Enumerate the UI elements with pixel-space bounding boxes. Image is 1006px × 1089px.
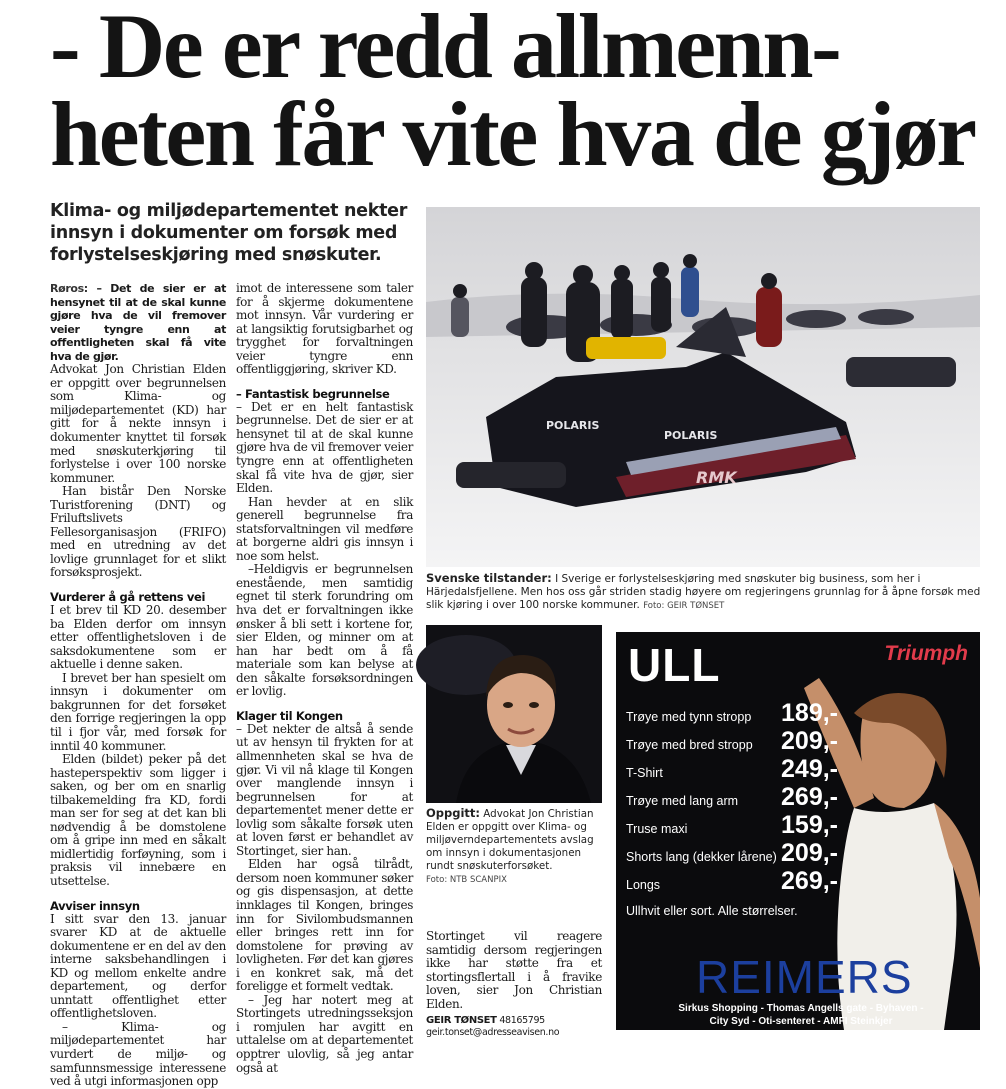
product-price: 269,- (781, 867, 838, 895)
snowmobile-photo (426, 207, 980, 567)
body-paragraph: Han hevder at en slik generell begrunnelse fra statsforvaltningen vil medføre at borgerne aldri gis innsyn i noe som helst. (236, 494, 413, 563)
photo-caption-1 (426, 572, 982, 613)
store-addresses (636, 1002, 966, 1028)
lead-paragraph (50, 282, 226, 363)
headline-line-1: - De er redd allmenn- (50, 0, 840, 97)
store-logo: REIMERS (696, 951, 913, 1003)
article-column-3 (426, 930, 602, 1039)
headline-line-2: heten får vite hva de gjør (50, 83, 975, 185)
product-price: 189,- (781, 699, 838, 727)
portrait-illustration (426, 625, 602, 803)
body-paragraph: Elden har også tilrådt, dersom noen kommuner søker og gis dispensasjon, at dette innklages til Kongen, bringes inn for Sivilombudsmannen eller bringes rett inn for domstolene for prøving av lovligheten. Før det kan gjøres i en konkret sak, må det foreligge et formelt vedtak. (236, 857, 413, 994)
byline-email: geir.tonset@adresseavisen.no (426, 1027, 560, 1039)
ad-price-row (626, 782, 838, 810)
brand-text-2: POLARIS (664, 429, 718, 442)
product-name: Shorts lang (dekker lårene) (626, 850, 777, 864)
caption-lead: Svenske tilstander: (426, 571, 552, 585)
body-paragraph: Elden (bildet) peker på det hasteperspektiv som ligger i saken, og ber om en snarlig tilbakemelding fra KD, fordi man ser for seg at det kan bli nødvendig å be domstolene om å gripe inn med en såkalt midlertidig forføyning, som i praksis vil innebære en utsettelse. (50, 752, 226, 888)
ad-price-row (626, 810, 838, 838)
photo-caption-2 (426, 807, 602, 887)
photo-credit: Foto: GEIR TØNSET (643, 601, 725, 611)
product-price: 209,- (781, 727, 838, 755)
caption-lead: Oppgitt: (426, 806, 481, 820)
product-price: 249,- (781, 755, 838, 783)
ad-price-row (626, 698, 838, 726)
body-paragraph: –Heldigvis er begrunnelsen enestående, men samtidig egnet til sterk forundring om hva det er forvaltningen ikke ønsker å bli sett i kortene for, sier Elden, og minner om at han har bedt om å få materiale som kan belyse at den såkalte forsøksordningen er lovlig. (236, 562, 413, 699)
body-paragraph: Han bistår Den Norske Turistforening (DNT) og Friluftslivets Fellesorganisasjon (FRIFO) med en utredning av det lovlige grunnlaget for et slikt forsøksprosjekt. (50, 484, 226, 580)
body-paragraph: imot de interessene som taler for å skjerme dokumentene mot innsyn. Vår vurdering er at langsiktig forutsigbarhet og trygghet for forvaltningen veier tyngre enn offentliggjøring, skriver KD. (236, 281, 413, 377)
model-text: RMK (696, 468, 737, 487)
product-name: Truse maxi (626, 822, 688, 836)
subheading: Klager til Kongen (236, 708, 343, 723)
product-price: 159,- (781, 811, 838, 839)
byline-phone: 48165795 (499, 1015, 545, 1027)
ad-price-row (626, 866, 838, 894)
body-paragraph: I brevet ber han spesielt om innsyn i dokumenter om bakgrunnen for det forsøket den forrige regjeringen la opp til i fjor vår, med forsøk for inntil 40 kommuner. (50, 670, 226, 753)
subheading: Avviser innsyn (50, 898, 140, 913)
subheading: – Fantastisk begrunnelse (236, 386, 390, 401)
body-paragraph: – Klima- og miljødepartementet har vurdert de miljø- og samfunnsmessige interessene ved å utgi informasjonen opp (50, 1019, 226, 1089)
brand-text-1: POLARIS (546, 419, 600, 432)
advertisement[interactable] (616, 632, 980, 1030)
ingress: Klima- og miljødepartementet nekter innsyn i dokumenter om forsøk med forlystelseskjøring med snøskuter. (50, 201, 408, 265)
address-line: City Syd - Oti-senteret - AMFI Steinkjer (709, 1016, 893, 1027)
product-price: 269,- (781, 783, 838, 811)
article-column-2 (236, 282, 413, 1075)
subheading: Vurderer å gå rettens vei (50, 590, 206, 605)
ad-price-row (626, 838, 838, 866)
headline (50, 0, 990, 185)
product-name: Trøye med tynn stropp (626, 710, 752, 724)
ad-note: Ullhvit eller sort. Alle størrelser. (626, 904, 798, 918)
caption-text: Advokat Jon Christian Elden er oppgitt over Klima- og miljøverndepartementets avslag om innsyn i dokumentasjonen rundt snøskuterforsøket. (426, 808, 594, 872)
photo-credit: Foto: NTB SCANPIX (426, 875, 507, 885)
portrait-photo (426, 625, 602, 803)
body-paragraph: – Det nekter de altså å sende ut av hensyn til frykten for at allmennheten skal se hva de gjør. Vi vil nå klage til Kongen over manglende innsyn i begrunnelsen for at departementet mener dette er lovlig som såkalte forsøk uten at loven først er behandlet av Stortinget, sier han. (236, 721, 413, 858)
body-paragraph: – Det er en helt fantastisk begrunnelse. Det de sier er at hensynet til at de skal kunne gjøre hva de vil fremover veier tyngre enn at offentligheten skal få vite hva de gjør, sier Elden. (236, 399, 413, 496)
byline-name: GEIR TØNSET (426, 1015, 497, 1027)
product-name: Trøye med bred stropp (626, 738, 753, 752)
body-paragraph: – Jeg har notert meg at Stortingets utredningsseksjon i romjulen har avgitt en uttalelse om at departementet opptrer ulovlig, så jeg antar også at (236, 992, 413, 1075)
ad-title: ULL (628, 639, 721, 691)
body-paragraph: Advokat Jon Christian Elden er oppgitt over begrunnelsen som Klima- og miljødepartementet (KD) har gitt for å nekte innsyn i dokumenter knyttet til forsøk med snøskuterkjøring til forlystelse i over 100 norske kommuner. (50, 362, 226, 485)
body-paragraph: Stortinget vil reagere samtidig dersom regjeringen ikke har støtte fra et stortingsflertall i å fravike loven, sier Jon Christian Elden. (426, 929, 602, 1011)
product-price: 209,- (781, 839, 838, 867)
body-paragraph: I sitt svar den 13. januar svarer KD at de aktuelle dokumentene er en del av den interne saksbehandlingen i KD og mellom enkelte andre departement, og derfor unntatt offentlighet etter offentlighetsloven. (50, 911, 226, 1021)
ad-price-row (626, 726, 838, 754)
address-line: Sirkus Shopping - Thomas Angells gate - Byhaven - (678, 1003, 924, 1014)
lead-text: – Det de sier er at hensynet til at de skal kunne gjøre hva de vil fremover veier tyngre enn at offentligheten skal få vite hva de gjør. (50, 282, 227, 363)
dateline: Røros: (50, 282, 88, 295)
byline (426, 1015, 602, 1039)
article-column-1 (50, 282, 226, 1089)
snowmobile-illustration (426, 207, 980, 567)
ad-price-row (626, 754, 838, 782)
product-name: T-Shirt (626, 766, 663, 780)
ad-brand-logo: Triumph (884, 642, 968, 665)
body-paragraph: I et brev til KD 20. desember ba Elden derfor om innsyn etter offentlighetsloven i de saksdokumentene som er aktuelle i denne saken. (50, 603, 226, 672)
product-name: Longs (626, 878, 661, 892)
product-name: Trøye med lang arm (626, 794, 739, 808)
caption-text: I Sverige er forlystelseskjøring med snøskuter big business, som her i Härjedalsfjellene. Men hos oss går striden stadig høyere om regjeringens grunnlag for å åpne forsøk med slik kjøring i over 100 norske kommuner. (426, 573, 981, 611)
